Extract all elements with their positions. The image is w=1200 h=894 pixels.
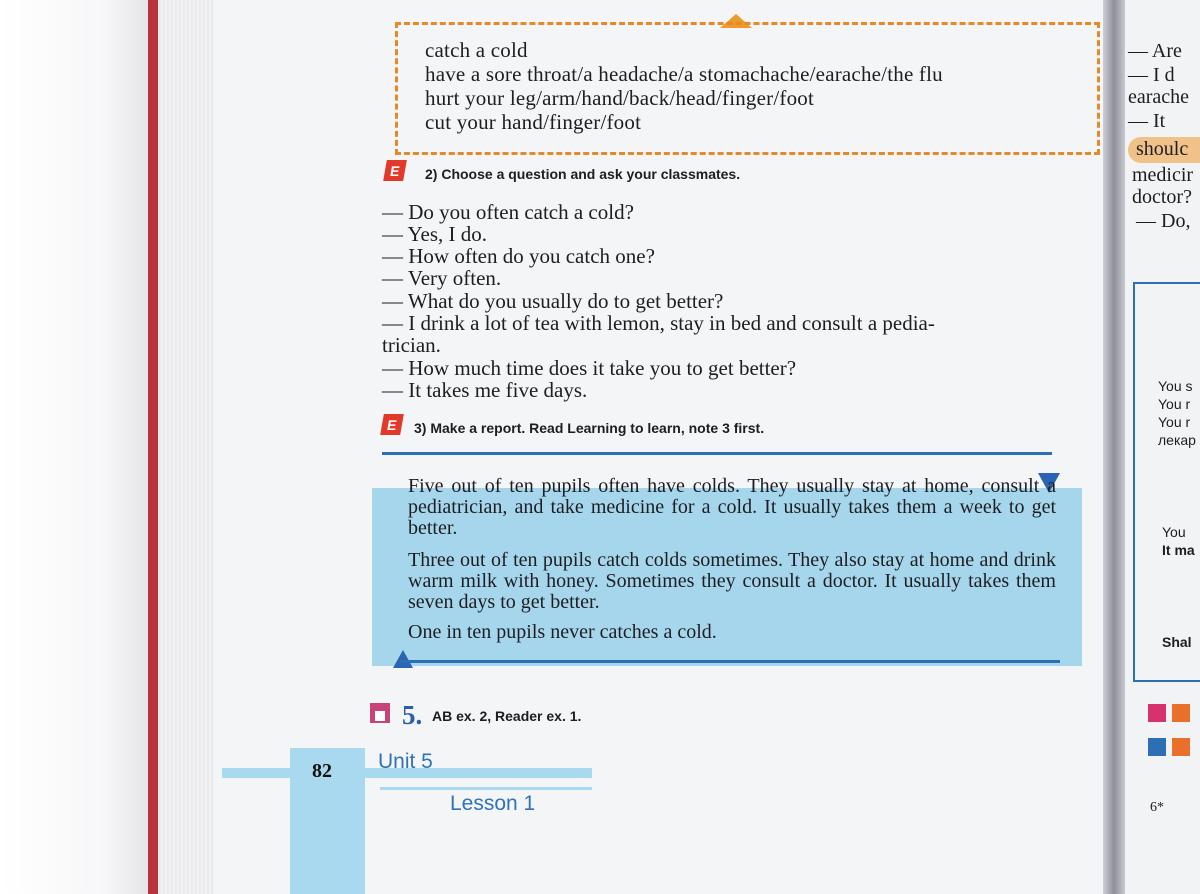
dialogue-line: — Very often. [382,266,502,290]
page-number: 82 [312,760,332,782]
facing-page-line: medicir [1132,164,1194,186]
report-paragraph: Five out of ten pupils often have colds. They usually stay at home, consult a pediatrician, and take medicine for a cold. It usually takes them a week to get better. [408,475,1056,539]
facing-box-line: You [1162,524,1186,540]
exercise-e-icon: E [383,160,407,181]
homework-text: AB ex. 2, Reader ex. 1. [432,708,582,724]
facing-page-line: earache [1128,86,1190,108]
book-left-margin [0,0,150,894]
vocab-line: have a sore throat/a headache/a stomachache/earache/the flu [425,62,943,86]
facing-page-mark: 6* [1150,800,1164,815]
activity-icon [1172,738,1190,756]
facing-page-line: — Do, [1136,210,1191,232]
facing-page-line: doctor? [1132,186,1192,208]
facing-box-line: It ma [1162,542,1195,558]
report-top-rule [382,452,1052,455]
report-end-marker [393,650,413,668]
info-icon [1148,738,1166,756]
home-icon [370,703,390,723]
dialogue-line: — How often do you catch one? [382,244,655,268]
vocab-line: hurt your leg/arm/hand/back/head/finger/foot [425,86,815,110]
vocab-line: catch a cold [425,38,528,62]
facing-box-line: Shal [1162,634,1192,650]
task2-heading: 2) Choose a question and ask your classmates. [425,166,741,182]
unit-title: Unit 5 [378,750,433,773]
facing-page-line: — It [1128,110,1166,132]
homework-number: 5. [402,700,423,730]
dialogue-line: trician. [382,333,441,357]
dialogue-line: — What do you usually do to get better? [382,289,724,313]
report-bottom-rule [400,660,1060,663]
report-paragraph: One in ten pupils never catches a cold. [408,621,717,643]
lesson-rule [380,787,592,790]
dialogue-line: — I drink a lot of tea with lemon, stay in bed and consult a pedia- [382,311,935,335]
facing-page-box [1133,282,1200,682]
page-stack-edges [158,0,213,894]
facing-page-line: — Are [1128,40,1182,62]
facing-page-line: shoulc [1136,138,1189,160]
star-icon [1148,704,1166,722]
dialogue-line: — How much time does it take you to get better? [382,356,797,380]
facing-box-line: лекар [1158,432,1196,448]
facing-box-line: You s [1158,378,1193,394]
task3-heading: 3) Make a report. Read Learning to learn, note 3 first. [414,420,765,436]
activity-icon [1172,704,1190,722]
exercise-e-icon: E [380,414,404,435]
facing-page-line: — I d [1128,64,1175,86]
facing-box-line: You r [1158,396,1191,412]
facing-box-line: You r [1158,414,1191,430]
vocab-line: cut your hand/finger/foot [425,110,642,134]
book-cover-edge [148,0,158,894]
dialogue-line: — Yes, I do. [382,222,488,246]
report-paragraph: Three out of ten pupils catch colds sometimes. They also stay at home and drink warm milk with honey. Sometimes they consult a doctor. It usually takes them seven days to get better. [408,549,1056,613]
book-gutter [1103,0,1125,894]
dialogue-line: — Do you often catch a cold? [382,200,634,224]
lesson-title: Lesson 1 [450,792,536,815]
dialogue-line: — It takes me five days. [382,378,588,402]
